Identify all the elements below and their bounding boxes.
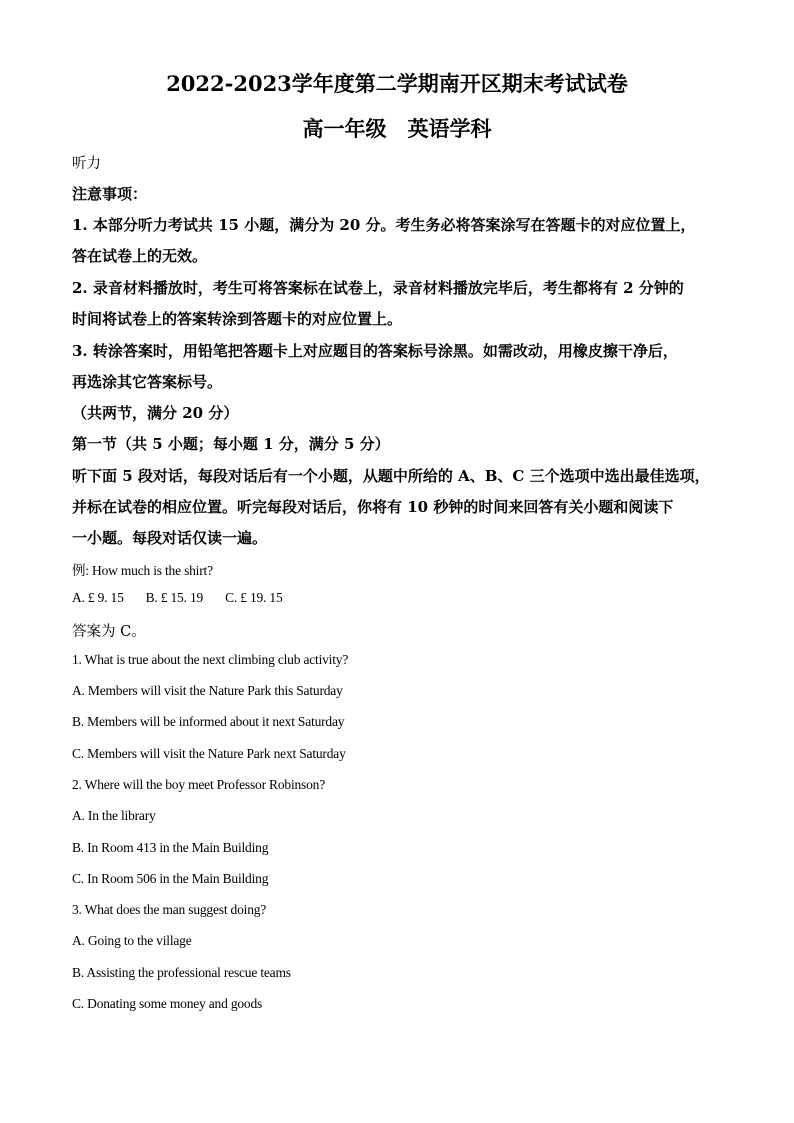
notice-line: 答在试卷上的无效。 (72, 247, 208, 265)
instruction-line: 听下面 5 段对话，每段对话后有一个小题，从题中所给的 A、B、C 三个选项中选出最佳选项， (72, 467, 710, 485)
question-option: A. In the library (72, 808, 156, 823)
part1-title: 第一节（共 5 小题；每小题 1 分，满分 5 分） (72, 435, 390, 453)
question-option: C. Members will visit the Nature Park next Saturday (72, 746, 346, 761)
question-text: 2. Where will the boy meet Professor Robinson? (72, 777, 326, 792)
question-option: A. Members will visit the Nature Park this Saturday (72, 683, 343, 698)
notice-line: 再选涂其它答案标号。 (72, 373, 223, 391)
question-text: 3. What does the man suggest doing? (72, 902, 267, 917)
notice-line: 3. 转涂答案时，用铅笔把答题卡上对应题目的答案标号涂黑。如需改动，用橡皮擦干净后， (72, 342, 678, 360)
question-option: A. Going to the village (72, 933, 192, 948)
notice-line: 1. 本部分听力考试共 15 小题，满分为 20 分。考生务必将答案涂写在答题卡的对应位置上， (72, 216, 696, 234)
instruction-line: 并标在试卷的相应位置。听完每段对话后，你将有 10 秒钟的时间来回答有关小题和阅读下 (72, 498, 674, 516)
question-text: 1. What is true about the next climbing club activity? (72, 652, 349, 667)
question-option: C. Donating some money and goods (72, 996, 263, 1011)
example-question: 例: How much is the shirt? (72, 563, 213, 578)
exam-subtitle: 高一年级 英语学科 (302, 116, 492, 141)
notice-title: 注意事项： (72, 185, 148, 203)
notice-line: 时间将试卷上的答案转涂到答题卡的对应位置上。 (72, 310, 403, 328)
example-option: B. £ 15. 19 (145, 590, 204, 605)
question-option: C. In Room 506 in the Main Building (72, 871, 269, 886)
question-option: B. In Room 413 in the Main Building (72, 840, 269, 855)
example-options (72, 590, 305, 606)
notice-line: 2. 录音材料播放时，考生可将答案标在试卷上，录音材料播放完毕后，考生都将有 2 分钟的 (72, 279, 684, 297)
section-name: 听力 (72, 156, 101, 172)
section-total: （共两节，满分 20 分） (72, 404, 239, 422)
example-option: A. £ 9. 15 (72, 590, 124, 605)
exam-title: 2022-2023学年度第二学期南开区期末考试试卷 (166, 71, 628, 96)
question-option: B. Assisting the professional rescue teams (72, 965, 291, 980)
example-answer: 答案为 C。 (72, 624, 146, 640)
instruction-line: 一小题。每段对话仅读一遍。 (72, 529, 268, 547)
question-option: B. Members will be informed about it next Saturday (72, 714, 345, 729)
example-option: C. £ 19. 15 (225, 590, 283, 605)
